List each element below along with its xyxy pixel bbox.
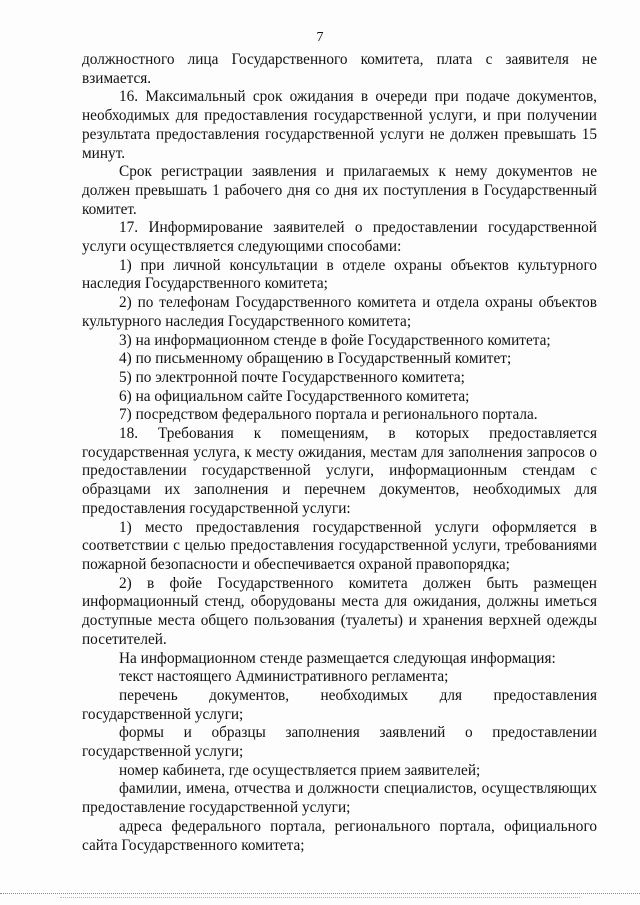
stand-info-item-3: формы и образцы заполнения заявлений о предоставлении государственной услуги; <box>82 724 597 761</box>
list-item-17-3: 3) на информационном стенде в фойе Государственного комитета; <box>119 331 551 349</box>
stand-info-item-2: перечень документов, необходимых для предоставления государственной услуги; <box>82 686 597 723</box>
stand-info-item-1: текст настоящего Административного регламента; <box>119 668 449 686</box>
stand-info-item-4: номер кабинета, где осуществляется прием заявителей; <box>119 761 481 779</box>
paragraph-continuation: должностного лица Государственного комитета, плата с заявителя не взимается. <box>82 51 597 87</box>
page-number: 7 <box>316 30 324 45</box>
paragraph-17: 17. Информирование заявителей о предоставлении государственной услуги осуществляется следующими способами: <box>82 219 597 256</box>
paragraph-18: 18. Требования к помещениям, в которых предоставляется государственная услуга, к месту ожидания, местам для заполнения запросов о предоставлении государственной услуги, информационным стендам с образцами их заполнения и перечнем документов, необходимых для предоставления государственной услуги: <box>82 425 597 517</box>
list-item-18-2: 2) в фойе Государственного комитета должен быть размещен информационный стенд, оборудованы места для ожидания, должны иметься доступные места общего пользования (туалеты) и хранения верхней одежды посетителей. <box>82 574 597 648</box>
list-item-18-1: 1) место предоставления государственной услуги оформляется в соответствии с целью предоставления государственной услуги, требованиями пожарной безопасности и обеспечивается охраной правопорядка; <box>82 518 597 573</box>
list-item-17-4: 4) по письменному обращению в Государственный комитет; <box>119 350 512 368</box>
stand-info-item-6: адреса федерального портала, регионального портала, официального сайта Государственного комитета; <box>82 817 597 854</box>
list-item-17-5: 5) по электронной почте Государственного комитета; <box>119 368 465 386</box>
bottom-scan-edge-secondary <box>60 897 580 899</box>
list-item-17-7: 7) посредством федерального портала и регионального портала. <box>119 406 538 424</box>
paragraph-registration-term: Срок регистрации заявления и прилагаемых к нему документов не должен превышать 1 рабочего дня со дня их поступления в Государственный комитет. <box>82 163 597 218</box>
document-body <box>82 51 597 855</box>
list-item-17-6: 6) на официальном сайте Государственного комитета; <box>119 387 470 405</box>
paragraph-16: 16. Максимальный срок ожидания в очереди при подаче документов, необходимых для предоставления государственной услуги, и при получении результата предоставления государственной услуги не должен превышать 15 минут. <box>82 88 597 162</box>
list-item-17-2: 2) по телефонам Государственного комитета и отдела охраны объектов культурного наследия Государственного комитета; <box>82 294 597 330</box>
list-item-17-1: 1) при личной консультации в отделе охраны объектов культурного наследия Государственного комитета; <box>82 256 597 293</box>
paragraph-stand-info: На информационном стенде размещается следующая информация: <box>119 649 556 667</box>
stand-info-item-5: фамилии, имена, отчества и должности специалистов, осуществляющих предоставление государственной услуги; <box>82 780 597 817</box>
bottom-scan-edge <box>0 893 640 895</box>
